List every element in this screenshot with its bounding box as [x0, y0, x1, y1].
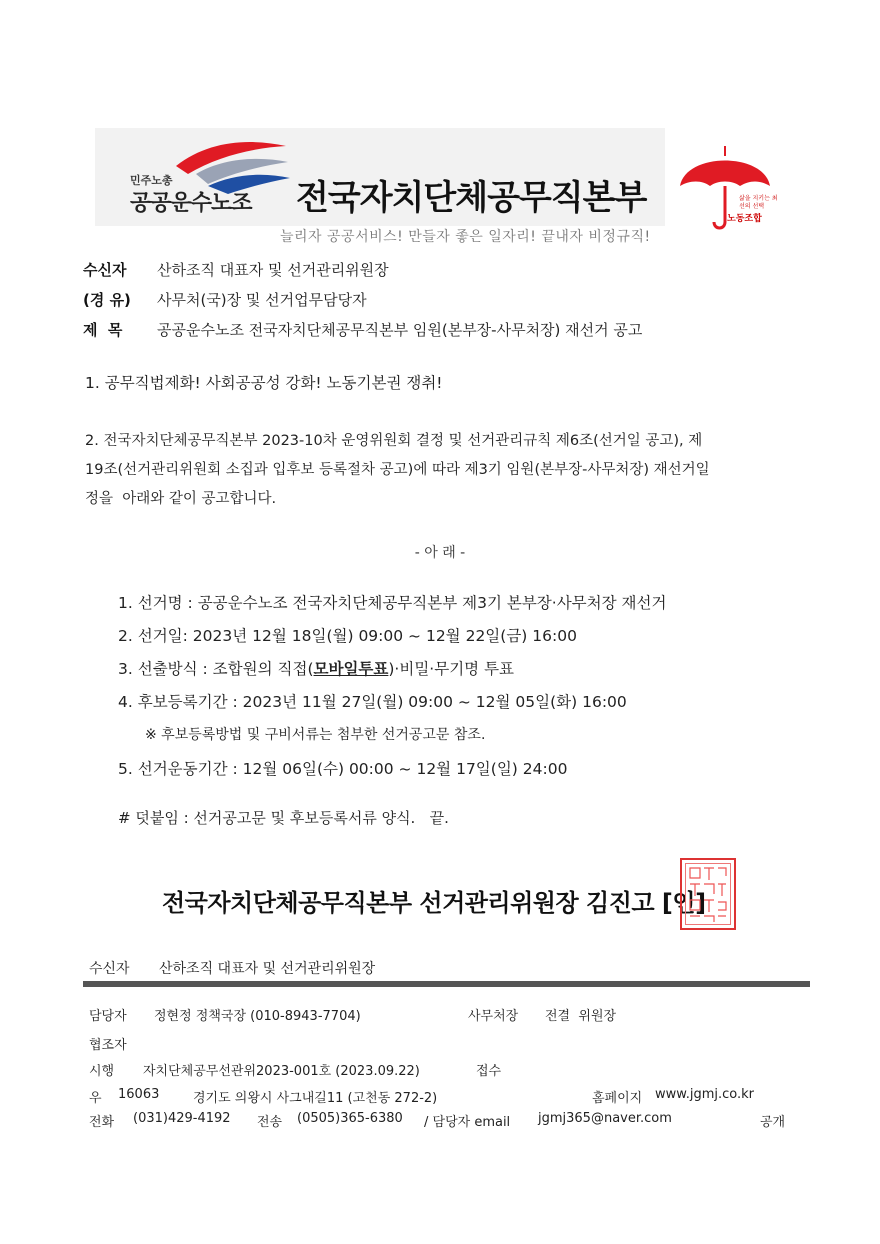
list-item-voting-method — [118, 657, 514, 679]
email-label: / 담당자 email — [424, 1115, 511, 1130]
voting-method-mobile: 모바일투표 — [313, 660, 389, 678]
list-item-campaign-period: 5. 선거운동기간 : 12월 06일(수) 00:00 ~ 12월 17일(일) 24:00 — [118, 760, 568, 778]
fax-value: (0505)365-6380 — [297, 1111, 403, 1126]
postal-label: 우 — [89, 1091, 102, 1106]
meta-via — [83, 289, 367, 310]
paragraph-2-line-1: 2. 전국자치단체공무직본부 2023-10차 운영위원회 결정 및 선거관리규칙 제6조(선거일 공고), 제 — [85, 433, 703, 449]
staff-value: 정현정 정책국장 (010-8943-7704) — [154, 1009, 361, 1024]
below-heading: - 아 래 - — [414, 545, 466, 561]
union-name: 공공운수노조 — [130, 191, 252, 216]
approval-label: 전결 위원장 — [545, 1009, 617, 1024]
registration-note: ※ 후보등록방법 및 구비서류는 첨부한 선거공고문 참조. — [145, 727, 486, 743]
via-value: 사무처(국)장 및 선거업무담당자 — [157, 291, 367, 309]
kctu-label: 민주노총 — [130, 174, 173, 187]
meta-recipient — [83, 259, 389, 280]
footer-recipient-label: 수신자 — [89, 961, 130, 977]
list-item-registration-period: 4. 후보등록기간 : 2023년 11월 27일(월) 09:00 ~ 12월 05일(화) 16:00 — [118, 693, 627, 711]
subject-label: 제 목 — [83, 321, 123, 339]
paragraph-2-line-3: 정을 아래와 같이 공고합니다. — [85, 491, 277, 507]
cooperator-label: 협조자 — [89, 1038, 127, 1053]
homepage-label: 홈페이지 — [592, 1091, 643, 1106]
issue-label: 시행 — [89, 1064, 115, 1079]
fax-label: 전송 — [257, 1115, 283, 1130]
list-item-election-name: 1. 선거명 : 공공운수노조 전국자치단체공무직본부 제3기 본부장·사무처장 재선거 — [118, 594, 667, 612]
phone-value: (031)429-4192 — [133, 1111, 231, 1126]
seal-glyphs-icon — [682, 860, 734, 928]
email-link[interactable]: jgmj365@naver.com — [538, 1111, 672, 1126]
phone-label: 전화 — [89, 1115, 115, 1130]
org-title: 전국자치단체공무직본부 — [296, 178, 647, 218]
attachment-note: # 덧붙임 : 선거공고문 및 후보등록서류 양식. 끝. — [118, 809, 449, 827]
receipt-label: 접수 — [476, 1064, 502, 1079]
staff-label: 담당자 — [89, 1009, 127, 1024]
recipient-label: 수신자 — [83, 261, 127, 279]
via-label: (경 유) — [83, 291, 131, 309]
address: 경기도 의왕시 사그내길11 (고천동 272-2) — [193, 1091, 438, 1106]
footer-divider — [83, 981, 810, 987]
slogan: 늘리자 공공서비스! 만들자 좋은 일자리! 끝내자 비정규직! — [280, 229, 651, 245]
voting-method-suffix: )·비밀·무기명 투표 — [388, 660, 515, 678]
homepage-link[interactable]: www.jgmj.co.kr — [655, 1087, 754, 1102]
postal-code: 16063 — [118, 1087, 160, 1102]
umbrella-label: 노동조합 — [727, 214, 762, 224]
signature-line: 전국자치단체공무직본부 선거관리위원장 김진고 [인] — [162, 889, 706, 917]
issue-number: 자치단체공무선관위2023-001호 (2023.09.22) — [143, 1064, 420, 1079]
paragraph-2-line-2: 19조(선거관리위원회 소집과 입후보 등록절차 공고)에 따라 제3기 임원(본부장-사무처장) 재선거일 — [85, 462, 710, 478]
umbrella-tagline: 삶을 지키는 최선의 선택 — [739, 195, 778, 210]
meta-subject — [83, 319, 642, 340]
secretary-label: 사무처장 — [468, 1009, 519, 1024]
paragraph-1: 1. 공무직법제화! 사회공공성 강화! 노동기본권 쟁취! — [85, 374, 443, 392]
voting-method-prefix: 3. 선출방식 : 조합원의 직접( — [118, 660, 314, 678]
list-item-election-date: 2. 선거일: 2023년 12월 18일(월) 09:00 ~ 12월 22일(금) 16:00 — [118, 627, 577, 645]
official-seal — [680, 858, 736, 930]
footer-recipient: 산하조직 대표자 및 선거관리위원장 — [159, 961, 376, 977]
disclosure-label: 공개 — [760, 1115, 786, 1130]
recipient-value: 산하조직 대표자 및 선거관리위원장 — [157, 261, 389, 279]
subject-value: 공공운수노조 전국자치단체공무직본부 임원(본부장-사무처장) 재선거 공고 — [157, 321, 643, 339]
